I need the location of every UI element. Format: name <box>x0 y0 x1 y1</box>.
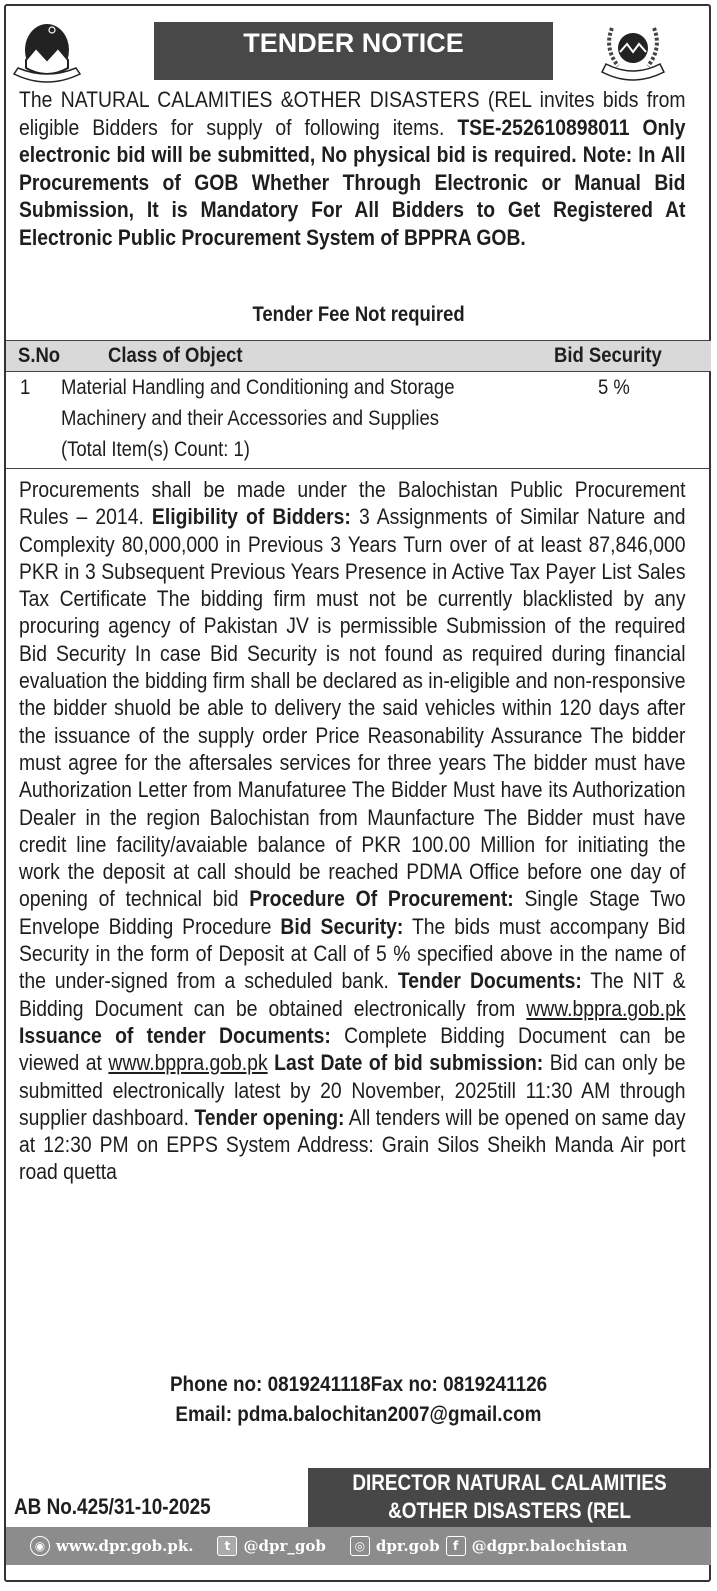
bppra-link[interactable]: www.bppra.gob.pk <box>108 1050 268 1076</box>
text-segment: Single Stage Two Envelope Bidding Procedure <box>19 886 686 939</box>
text-segment: The NIT & Bidding Document can be obtained electronically from <box>19 968 686 1021</box>
cell-class-line: Machinery and their Accessories and Supplies <box>61 407 440 430</box>
bold-text-segment: Last Date of bid submission: <box>274 1050 544 1076</box>
bppra-link[interactable]: www.bppra.gob.pk <box>526 995 686 1021</box>
header-bid-security: Bid Security <box>554 344 662 367</box>
bold-text-segment: Bid Security: <box>280 913 404 939</box>
page-title: TENDER NOTICE <box>243 28 464 58</box>
bold-text-segment: Tender Documents: <box>397 968 582 994</box>
text-segment: Complete Bidding Document can be viewed at <box>19 1022 686 1076</box>
tender-details-paragraph <box>19 476 717 1186</box>
header-class-of-object: Class of Object <box>108 344 243 367</box>
tender-fee-text: Tender Fee Not required <box>252 303 465 326</box>
cell-class-line: (Total Item(s) Count: 1) <box>61 438 250 461</box>
signatory-line-2: &OTHER DISASTERS (REL <box>388 1498 631 1523</box>
cell-class-line: Material Handling and Conditioning and Storage <box>61 376 455 399</box>
text-segment: The bids must accompany Bid Security in the form of Deposit at Call of 5 % specified above in the name of the under-signed from a scheduled bank. <box>19 913 686 994</box>
table-header <box>6 340 711 372</box>
facebook-icon: f <box>446 1536 466 1556</box>
globe-icon: ◉ <box>30 1536 50 1556</box>
tender-fee <box>0 303 717 327</box>
twitter-icon: t <box>217 1536 237 1556</box>
website-link[interactable]: www.dpr.gob.pk. <box>56 1537 194 1555</box>
instagram-handle[interactable]: dpr.gob <box>375 1537 440 1555</box>
email-text[interactable]: Email: pdma.balochitan2007@gmail.com <box>175 1403 542 1426</box>
facebook-handle[interactable]: @dgpr.balochistan <box>471 1537 628 1555</box>
text-segment: Procurements shall be made under the Balochistan Public Procurement Rules – 2014. <box>19 477 686 530</box>
bold-text-segment: Issuance of tender Documents: <box>19 1022 331 1048</box>
balochistan-government-logo <box>12 18 82 86</box>
footer-bar <box>6 1527 711 1565</box>
cell-sno: 1 <box>20 376 31 399</box>
email <box>0 1403 717 1427</box>
phone-fax-text: Phone no: 0819241118Fax no: 0819241126 <box>169 1373 548 1396</box>
bold-text-segment: Eligibility of Bidders: <box>151 504 351 530</box>
bold-text-segment: TSE-252610898011 Only electronic bid will be submitted, No physical bid is required. Note: In All Procurements of GOB Whether Through Electronic or Manual Bid Submission, It is Mandatory For All Bidders to Get Registered At Electronic Public Procurement System of BPPRA GOB. <box>19 114 686 250</box>
text-segment: The NATURAL CALAMITIES &OTHER DISASTERS (REL invites bids from eligible Bidders for supply of following items. <box>19 87 686 140</box>
signatory-line-1: DIRECTOR NATURAL CALAMITIES <box>352 1470 667 1495</box>
bold-text-segment: Procedure Of Procurement: <box>249 886 514 912</box>
text-segment: 3 Assignments of Similar Nature and Complexity 80,000,000 in Previous 3 Years Turn over of at least 87,846,000 PKR in 3 Subsequent Previous Years Presence in Active Tax Payer List Sales Tax Certificate The bidding firm must not be currently blacklisted by any procuring agency of Pakistan JV is permissible Submission of the required Bid Security In case Bid Security is not found as required during financial evaluation the bidding firm shall be declared as in-eligible and non-responsive the bidder shuold be able to delivery the said vehicles within 120 days after the issuance of the supply order Price Reasonability Assurance The bidder must agree for the aftersales services for three years The bidder must have Authorization Letter from Manufaturee The Bidder Must have its Authorization Dealer in the region Balochistan from Maunfacture The Bidder must have credit line facility/avaiable balance of PKR 100.00 Million for initiating the work the deposit at call should be reached PDMA Office before one day of opening of technical bid <box>19 504 686 912</box>
twitter-handle[interactable]: @dpr_gob <box>243 1537 326 1555</box>
signatory-box <box>308 1468 711 1529</box>
intro-paragraph <box>19 86 717 252</box>
bold-text-segment: Tender opening: <box>194 1104 345 1130</box>
text-segment: All tenders will be opened on same day at 12:30 PM on EPPS System Address: Grain Silos Sheikh Manda Air port road quetta <box>19 1104 686 1185</box>
table-row <box>6 373 711 469</box>
instagram-icon: ◎ <box>350 1536 370 1556</box>
text-segment: Bid can only be submitted electronically latest by 20 November, 2025till 11:30 AM through supplier dashboard. <box>19 1050 686 1130</box>
phone-fax <box>0 1373 717 1397</box>
tender-notice-title-bar <box>154 22 553 80</box>
ad-number: AB No.425/31-10-2025 <box>14 1494 211 1519</box>
cell-bid-security: 5 % <box>598 376 630 399</box>
header-sno: S.No <box>18 344 61 367</box>
pdma-logo <box>598 18 668 86</box>
